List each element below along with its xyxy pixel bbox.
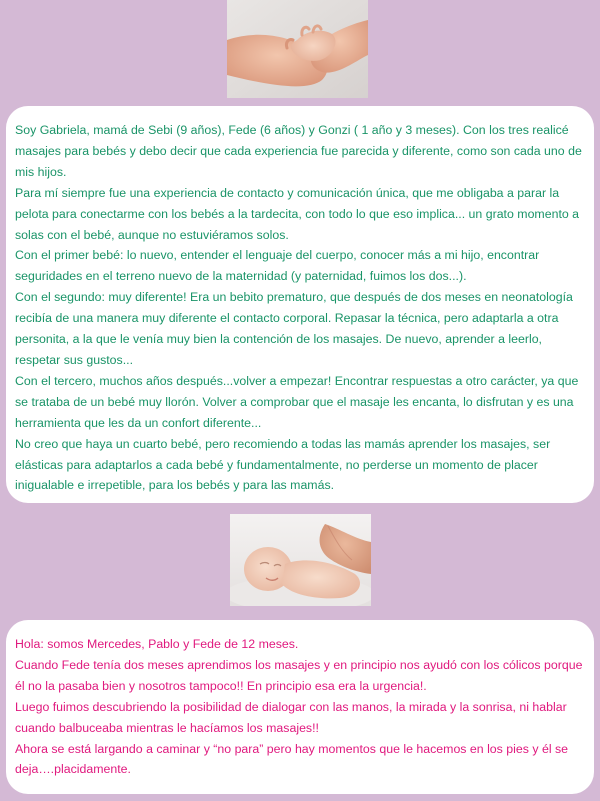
testimonial-mercedes-card (6, 620, 594, 794)
testimonial-gabriela-card (6, 106, 594, 503)
testimonial-paragraph: Hola: somos Mercedes, Pablo y Fede de 12 meses. (15, 637, 299, 651)
testimonial-paragraph: Soy Gabriela, mamá de Sebi (9 años), Fede (6 años) y Gonzi ( 1 año y 3 meses). Con los tres realicé masajes para bebés y debo decir que cada experiencia fue parecida y diferente, como son cada uno de mis hijos. (15, 123, 582, 179)
baby-hands-photo (227, 0, 368, 98)
baby-massage-photo (230, 514, 371, 606)
testimonial-paragraph: Con el tercero, muchos años después...volver a empezar! Encontrar respuestas a otro carácter, ya que se trataba de un bebé muy llorón. Volver a comprobar que el masaje les encanta, lo disfrutan y es una herramienta que les da un confort diferente... (15, 373, 579, 430)
testimonial-paragraph: Luego fuimos descubriendo la posibilidad de dialogar con las manos, la mirada y la sonrisa, ni hablar cuando balbuceaba mientras le hacíamos los masajes!! (15, 699, 567, 735)
testimonial-paragraph: Para mí siempre fue una experiencia de contacto y comunicación única, que me obligaba a parar la pelota para conectarme con los bebés a la tardecita, con todo lo que eso implica... un grato momento a solas con el bebé, aunque no estuviéramos solos. (15, 185, 580, 242)
testimonial-paragraph: Cuando Fede tenía dos meses aprendimos los masajes y en principio nos ayudó con los cólicos porque él no la pasaba bien y nosotros tampoco!! En principio esa era la urgencia!. (15, 657, 583, 693)
testimonial-paragraph: No creo que haya un cuarto bebé, pero recomiendo a todas las mamás aprender los masajes, ser elásticas para adaptarlos a cada bebé y fundamentalmente, no perderse un momento de placer inigualable e irrepetible, para los bebés y para las mamás. (15, 436, 551, 493)
testimonial-paragraph: Con el segundo: muy diferente! Era un bebito prematuro, que después de dos meses en neonatología recibía de una manera muy diferente el contacto corporal. Repasar la técnica, pero adaptarla a otra personita, a la que le venía muy bien la contención de los masajes. De nuevo, aprender a leerlo, respetar sus gustos... (15, 290, 573, 367)
testimonial-paragraph: Ahora se está largando a caminar y “no para” pero hay momentos que le hacemos en los pies y él se deja….placidamente. (15, 741, 569, 777)
testimonial-paragraph: Con el primer bebé: lo nuevo, entender el lenguaje del cuerpo, conocer más a mi hijo, encontrar seguridades en el terreno nuevo de la maternidad (y paternidad, fuimos los dos...). (15, 248, 540, 284)
